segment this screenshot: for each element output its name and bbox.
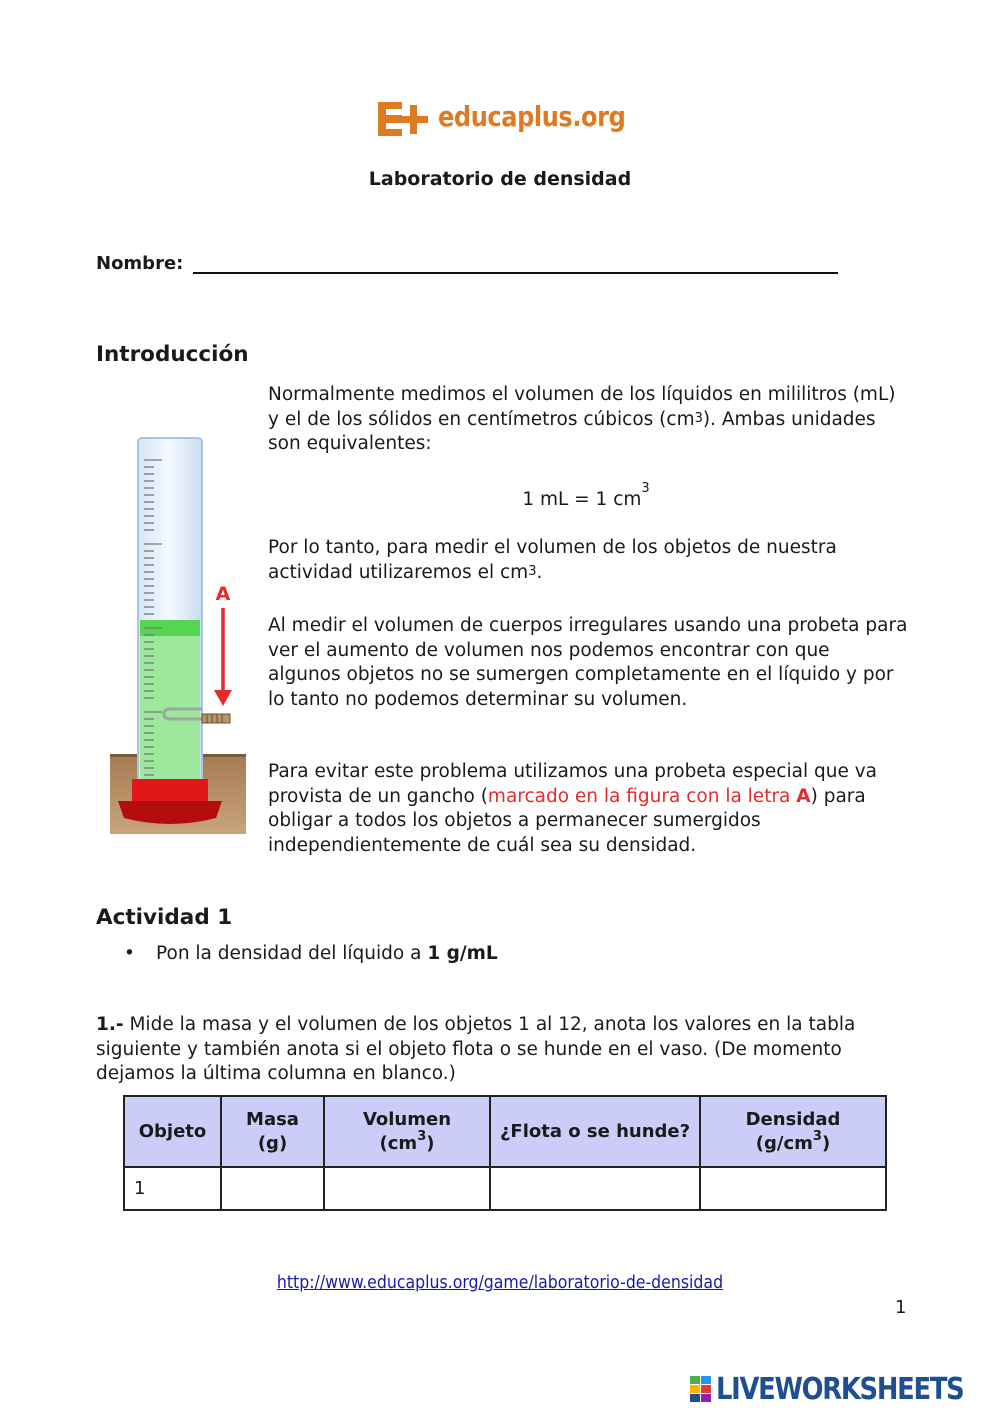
header-objeto: Objeto bbox=[124, 1096, 221, 1167]
page-title: Laboratorio de densidad bbox=[368, 168, 632, 190]
intro-paragraph-3: Al medir el volumen de cuerpos irregulares usando una probeta para ver el aumento de volumen nos podemos encontrar con que algunos objetos no se sumergen completamente en el líquido y por lo tanto no podemos determinar su volumen. bbox=[268, 615, 908, 710]
intro-heading: Introducción bbox=[96, 342, 249, 367]
header-flota: ¿Flota o se hunde? bbox=[490, 1096, 700, 1167]
figure-letter-a: A bbox=[215, 583, 231, 605]
liveworksheets-mark-icon bbox=[690, 1376, 712, 1406]
results-table bbox=[123, 1095, 887, 1211]
hook-handle bbox=[202, 714, 230, 723]
table-row bbox=[124, 1167, 886, 1210]
graduated-cylinder-figure bbox=[108, 434, 248, 836]
header-densidad: Densidad $(g/cm^3)$ bbox=[700, 1096, 886, 1167]
logo-wordmark: educaplus.org bbox=[438, 100, 626, 133]
educaplus-mark-icon bbox=[376, 100, 432, 138]
source-link[interactable]: http://www.educaplus.org/game/laboratorio-de-densidad bbox=[276, 1273, 724, 1293]
header-volumen: Volumen $(cm^3)$ bbox=[324, 1096, 490, 1167]
liveworksheets-logo bbox=[690, 1372, 990, 1406]
name-label: Nombre: bbox=[96, 253, 184, 274]
header-masa: Masa (g) bbox=[221, 1096, 324, 1167]
intro-paragraph-4: Para evitar este problema utilizamos una probeta especial que va provista de un gancho (marcado en la figura con la letra A) para obligar a todos los objetos a permanecer sumergidos independientemente de cuál sea su densidad. bbox=[268, 761, 877, 856]
liveworksheets-text: LIVEWORKSHEETS bbox=[716, 1372, 964, 1407]
cell-masa[interactable] bbox=[221, 1167, 324, 1210]
intro-paragraph-1: Normalmente medimos el volumen de los líquidos en mililitros (mL) y el de los sólidos en centímetros cúbicos $(cm^3)$. Ambas unidades son equivalentes: bbox=[268, 384, 896, 454]
cell-flota[interactable] bbox=[490, 1167, 700, 1210]
bullet-instruction: Pon la densidad del líquido a 1 g/mL bbox=[156, 943, 498, 964]
cell-objeto: 1 bbox=[124, 1167, 221, 1210]
table-header-row bbox=[124, 1096, 886, 1167]
educaplus-logo bbox=[376, 100, 626, 140]
name-input-line[interactable] bbox=[193, 272, 838, 274]
arrow-down-icon bbox=[214, 690, 232, 706]
liquid bbox=[140, 620, 200, 784]
cell-densidad[interactable] bbox=[700, 1167, 886, 1210]
bullet-icon: • bbox=[124, 943, 135, 964]
page-number: 1 bbox=[895, 1297, 907, 1318]
unit-equation: 1 mL = 1 $cm^3$ bbox=[522, 481, 650, 511]
activity-heading: Actividad 1 bbox=[96, 905, 233, 930]
cell-volumen[interactable] bbox=[324, 1167, 490, 1210]
cylinder-base-top bbox=[132, 779, 208, 801]
intro-paragraph-2: Por lo tanto, para medir el volumen de los objetos de nuestra actividad utilizaremos el $cm^3$. bbox=[268, 537, 837, 583]
question-1: 1.- Mide la masa y el volumen de los objetos 1 al 12, anota los valores en la tabla siguiente y también anota si el objeto flota o se hunde en el vaso. (De momento dejamos la última columna en blanco.) bbox=[96, 1014, 856, 1084]
footer-url bbox=[0, 1273, 1000, 1293]
